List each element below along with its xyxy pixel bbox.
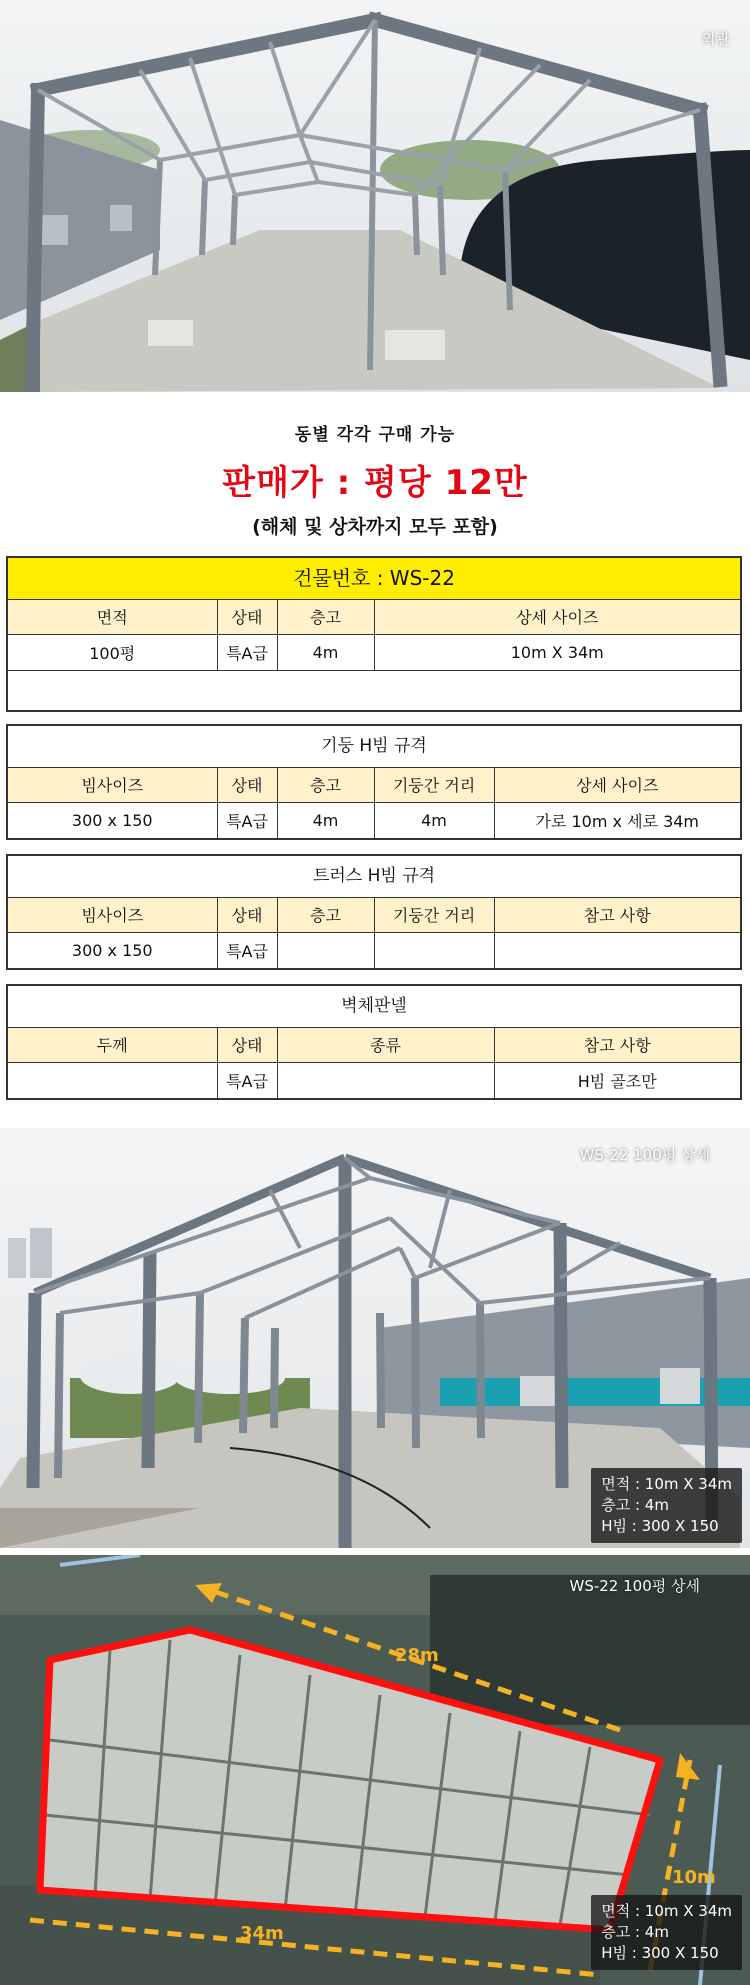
wall-panel-title: 벽체판넬 — [8, 986, 740, 1028]
dimension-right-label: 10m — [672, 1867, 716, 1888]
cell-condition: 특A급 — [217, 1062, 277, 1098]
building-number-title: 건물번호 : WS-22 — [8, 558, 740, 600]
col-header-beam-size: 빔사이즈 — [8, 768, 217, 802]
col-header-size: 상세 사이즈 — [374, 600, 740, 634]
col-header-notes: 참고 사항 — [494, 898, 740, 932]
cell-notes: H빔 골조만 — [494, 1062, 740, 1098]
info-height: 층고 : 4m — [601, 1923, 669, 1941]
building-spec-table — [6, 556, 742, 712]
wall-panel-table — [6, 984, 742, 1100]
detail-photo-info-box — [591, 1468, 742, 1543]
info-hbeam: H빔 : 300 X 150 — [601, 1944, 719, 1962]
info-hbeam: H빔 : 300 X 150 — [601, 1517, 719, 1535]
sale-price: 판매가 : 평당 12만 — [222, 463, 528, 503]
col-header-thickness: 두께 — [8, 1028, 217, 1062]
steel-frame-illustration — [0, 0, 750, 392]
column-hbeam-title: 기둥 H빔 규격 — [8, 726, 740, 768]
col-header-height: 층고 — [277, 898, 374, 932]
cell-condition: 특A급 — [217, 932, 277, 968]
cell-height: 4m — [277, 634, 374, 670]
col-header-column-spacing: 기둥간 거리 — [374, 768, 494, 802]
col-header-height: 층고 — [277, 600, 374, 634]
info-height: 층고 : 4m — [601, 1496, 669, 1514]
cell-height — [277, 932, 374, 968]
col-header-column-spacing: 기둥간 거리 — [374, 898, 494, 932]
cell-condition: 특A급 — [217, 802, 277, 838]
cell-beam-size: 300 x 150 — [8, 802, 217, 838]
cell-column-spacing: 4m — [374, 802, 494, 838]
cell-column-spacing — [374, 932, 494, 968]
col-header-height: 층고 — [277, 768, 374, 802]
col-header-beam-size: 빔사이즈 — [8, 898, 217, 932]
cell-type — [277, 1062, 494, 1098]
cell-size: 가로 10m x 세로 34m — [494, 802, 740, 838]
info-area: 면적 : 10m X 34m — [601, 1475, 732, 1493]
detail-photo — [0, 1128, 750, 1548]
truss-hbeam-title: 트러스 H빔 규격 — [8, 856, 740, 898]
aerial-photo — [0, 1555, 750, 1985]
cell-height: 4m — [277, 802, 374, 838]
col-header-condition: 상태 — [217, 1028, 277, 1062]
truss-hbeam-table — [6, 854, 742, 970]
price-includes-note: (해체 및 상차까지 모두 포함) — [252, 516, 498, 538]
cell-size: 10m X 34m — [374, 634, 740, 670]
column-hbeam-table — [6, 724, 742, 840]
exterior-photo — [0, 0, 750, 392]
col-header-condition: 상태 — [217, 768, 277, 802]
empty-row — [8, 670, 740, 710]
exterior-photo-label: 외관 — [701, 30, 730, 48]
cell-area: 100평 — [8, 634, 217, 670]
col-header-notes: 참고 사항 — [494, 1028, 740, 1062]
col-header-condition: 상태 — [217, 600, 277, 634]
dimension-top-label: 28m — [395, 1645, 439, 1666]
col-header-size: 상세 사이즈 — [494, 768, 740, 802]
cell-condition: 특A급 — [217, 634, 277, 670]
col-header-area: 면적 — [8, 600, 217, 634]
detail-photo-label: WS-22 100평 상세 — [579, 1146, 710, 1164]
cell-notes — [494, 932, 740, 968]
col-header-type: 종류 — [277, 1028, 494, 1062]
aerial-photo-info-box — [591, 1895, 742, 1970]
price-headline — [0, 396, 750, 556]
dimension-bottom-label: 34m — [240, 1923, 284, 1944]
cell-thickness — [8, 1062, 217, 1098]
info-area: 면적 : 10m X 34m — [601, 1902, 732, 1920]
col-header-condition: 상태 — [217, 898, 277, 932]
purchase-note: 동별 각각 구매 가능 — [294, 425, 456, 445]
aerial-photo-label: WS-22 100평 상세 — [569, 1577, 700, 1595]
cell-beam-size: 300 x 150 — [8, 932, 217, 968]
